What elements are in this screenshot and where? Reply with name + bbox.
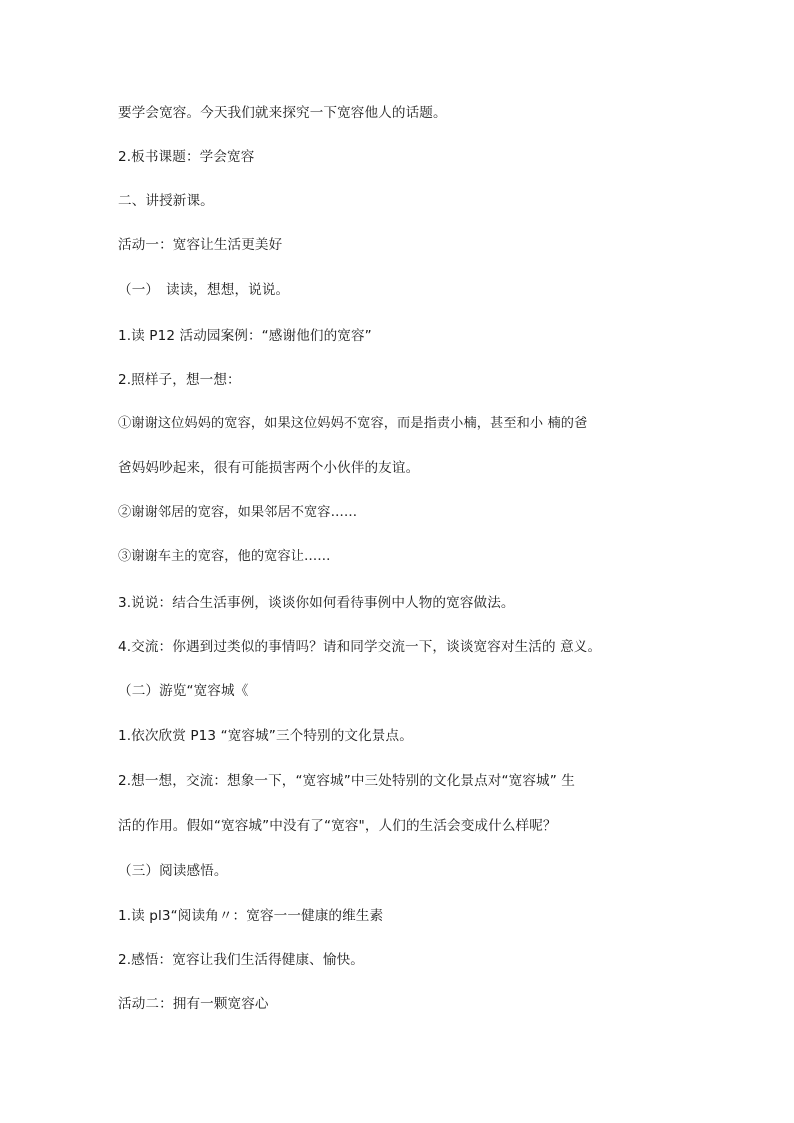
text-line-12: 3.说说：结合生活事例，谈谈你如何看待事例中人物的宽容做法。 [118, 595, 515, 611]
text-line-9: 爸妈妈吵起来，很有可能损害两个小伙伴的友谊。 [118, 460, 420, 476]
text-line-15: 1.依次欣赏 P13 “宽容城”三个特别的文化景点。 [118, 728, 413, 744]
activity-two-heading: 活动二：拥有一颗宽容心 [118, 996, 269, 1012]
activity-one-heading: 活动一：宽容让生活更美好 [118, 237, 283, 253]
text-line-7: 2.照样子，想一想： [118, 372, 241, 388]
text-line-19: 1.读 pl3“阅读角〃：宽容一一健康的维生素 [118, 908, 384, 924]
section-heading-new-lesson: 二、讲授新课。 [118, 193, 214, 209]
text-line-10: ②谢谢邻居的宽容，如果邻居不宽容…… [118, 505, 358, 520]
text-line-1: 要学会宽容。今天我们就来探究一下宽容他人的话题。 [118, 105, 447, 121]
text-line-8: ①谢谢这位妈妈的宽容，如果这位妈妈不宽容，而是指责小楠，甚至和小 楠的爸 [118, 416, 588, 431]
text-line-16: 2.想一想，交流：想象一下，“宽容城”中三处特别的文化景点对“宽容城” 生 [118, 773, 575, 789]
subsection-one-heading: （一） 读读，想想，说说。 [118, 282, 290, 298]
subsection-three-heading: （三）阅读感悟。 [118, 863, 228, 879]
text-line-17: 活的作用。假如“宽容城”中没有了“宽容"，人们的生活会变成什么样呢？ [118, 818, 557, 834]
text-line-6: 1.读 P12 活动园案例：“感谢他们的宽容” [118, 328, 372, 344]
text-line-20: 2.感悟：宽容让我们生活得健康、愉快。 [118, 952, 364, 968]
text-line-2: 2.板书课题：学会宽容 [118, 149, 255, 165]
subsection-two-heading: （二）游览“宽容城《 [118, 683, 249, 699]
text-line-11: ③谢谢车主的宽容，他的宽容让…… [118, 549, 331, 564]
text-line-13: 4.交流：你遇到过类似的事情吗？请和同学交流一下，谈谈宽容对生活的 意义。 [118, 639, 602, 655]
